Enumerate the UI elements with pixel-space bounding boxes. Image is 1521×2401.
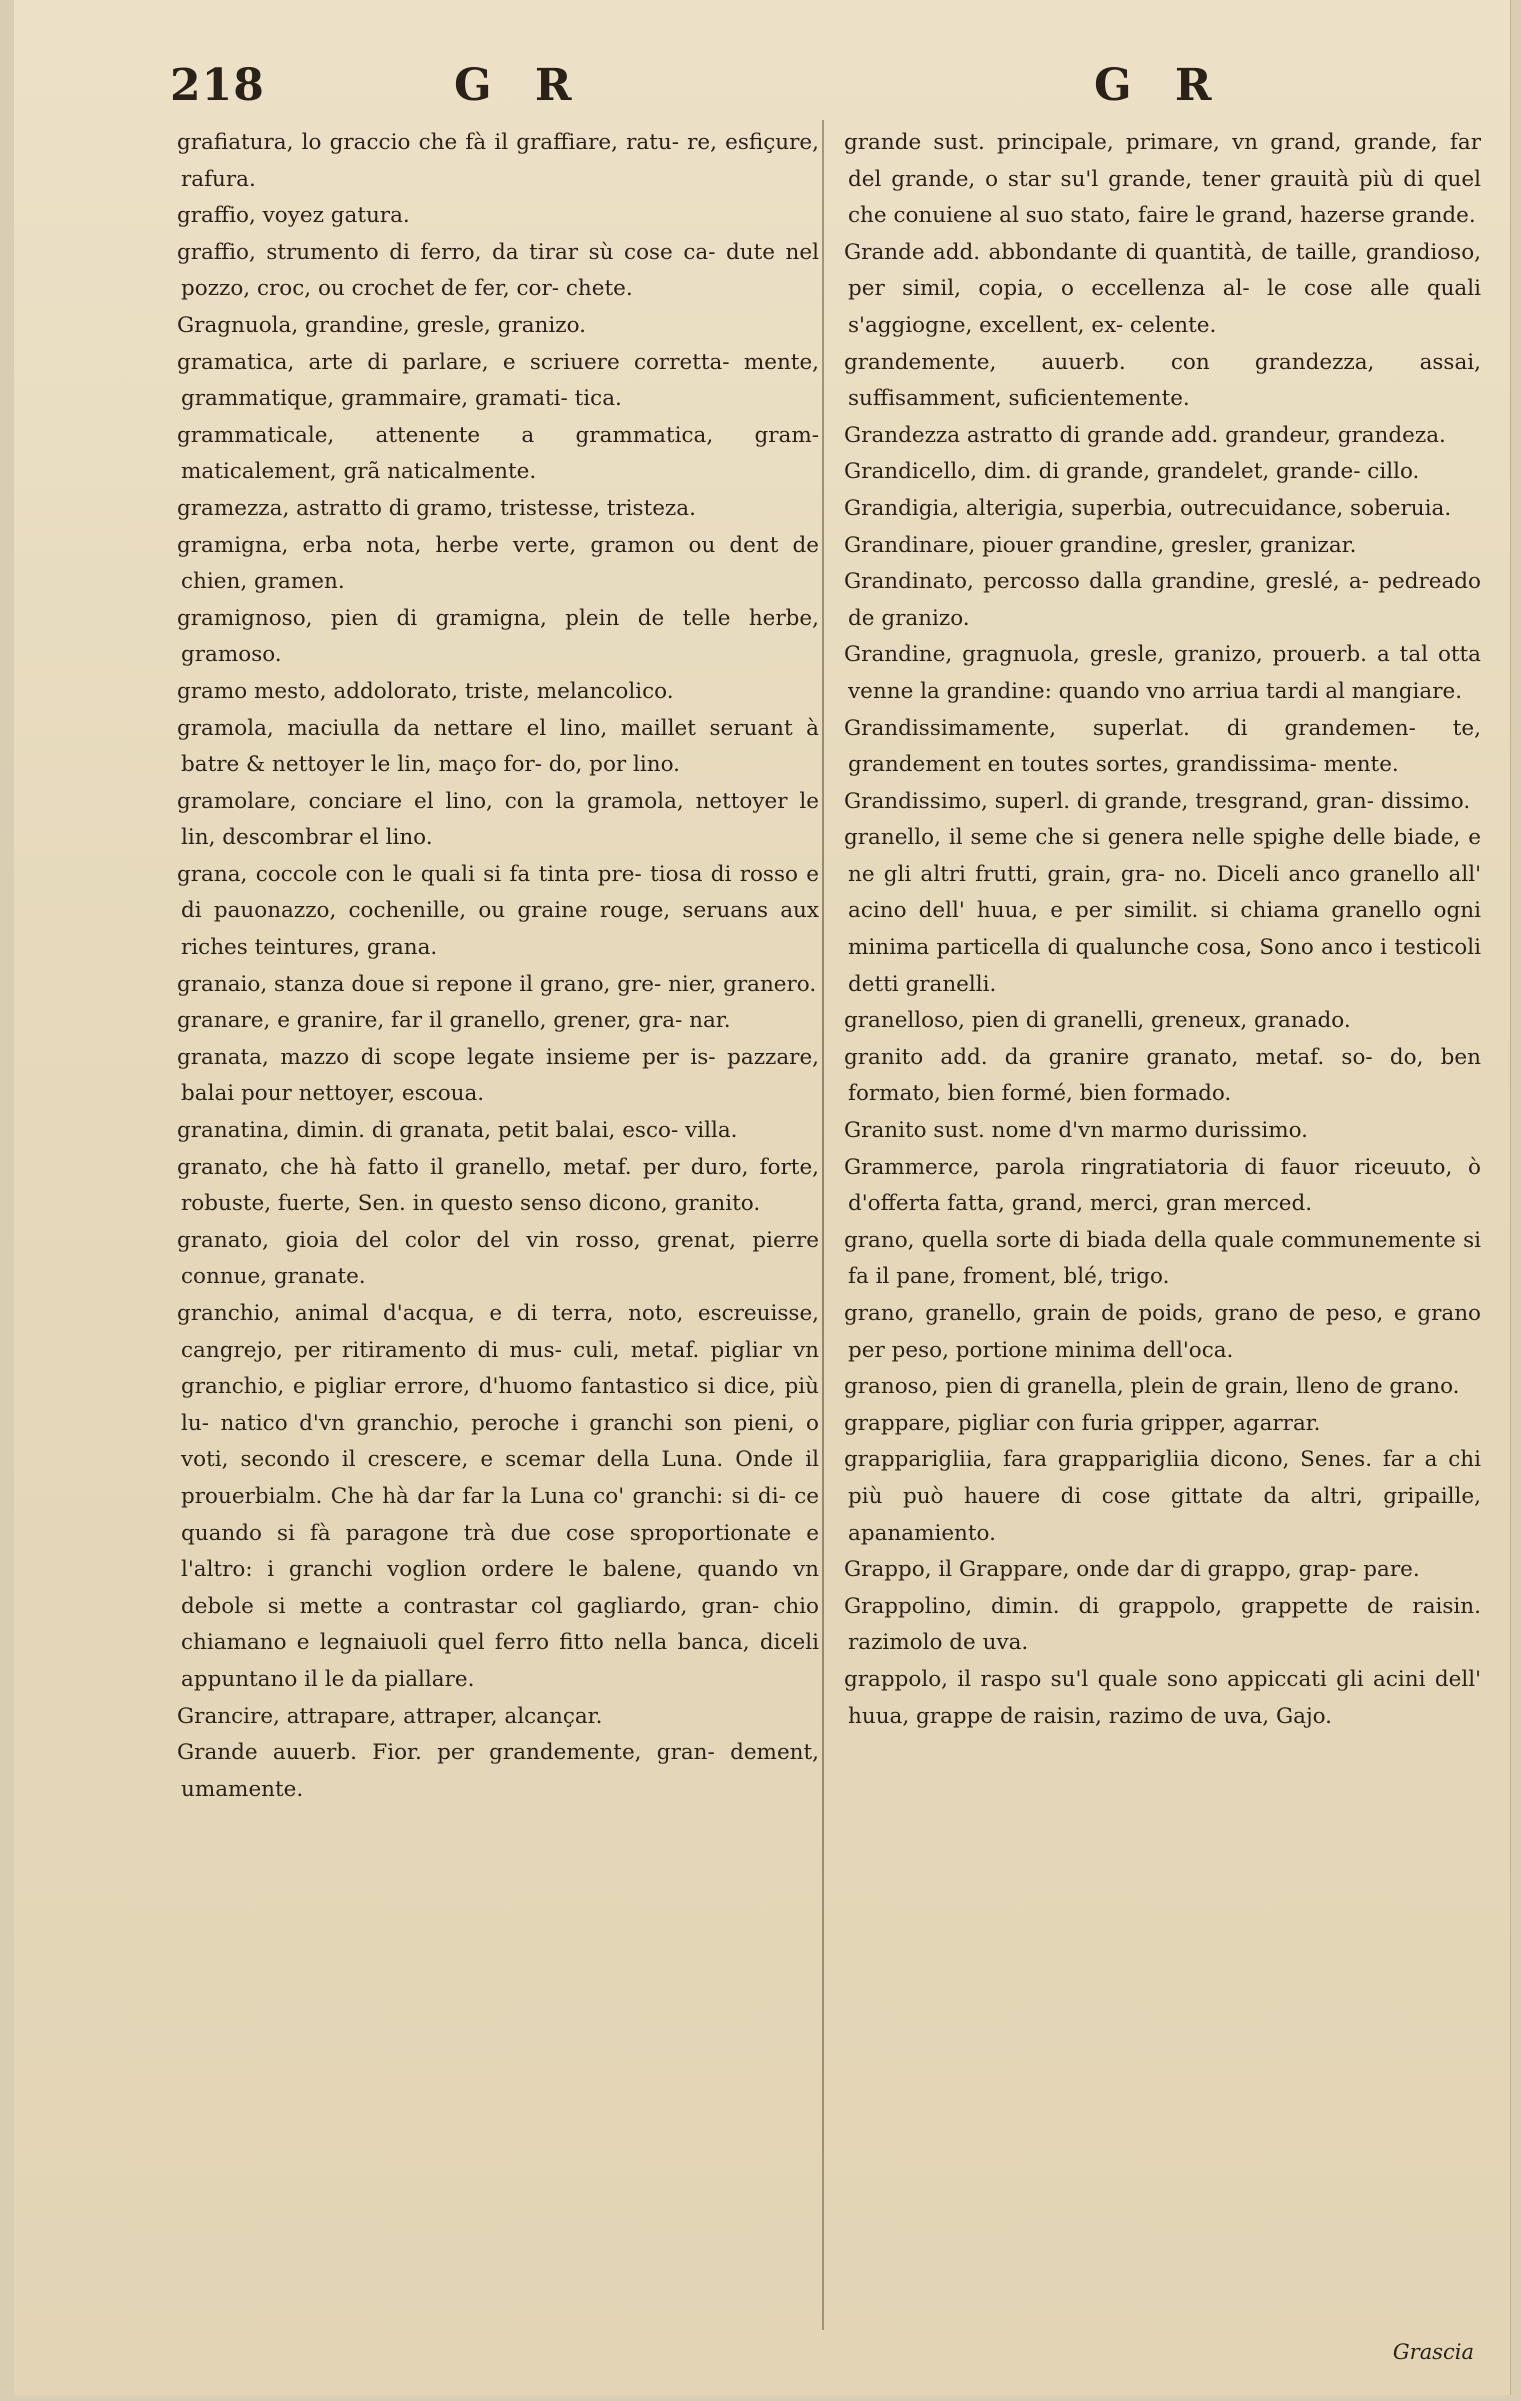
dictionary-entry: graffio, strumento di ferro, da tirar sù cose ca- dute nel pozzo, croc, ou crochet de fer, cor- chete. bbox=[177, 239, 819, 302]
page-sheet bbox=[14, 0, 1511, 2395]
dictionary-entry: Grandissimamente, superlat. di grandemen- te, grandement en toutes sortes, grandissima- mente. bbox=[844, 715, 1481, 778]
dictionary-entry: granchio, animal d'acqua, e di terra, noto, escreuisse, cangrejo, per ritiramento di mus- culi, metaf. pigliar vn granchio, e pigliar errore, d'huomo fantastico si dice, più lu- natico d'vn granchio, peroche i granchi son pieni, o voti, secondo il crescere, e scemar della Luna. Onde il prouerbialm. Che hà dar far la Luna co' granchi: si di- ce quando si fà paragone trà due cose sproportionate e l'altro: i granchi voglion ordere le balene, quando vn debole si mette a contrastar col gagliardo, gran- chio chiamano e legnaiuoli quel ferro fitto nella banca, diceli appuntano il le da piallare. bbox=[177, 1301, 819, 1692]
left-column bbox=[159, 125, 819, 2330]
dictionary-entry: gramignoso, pien di gramigna, plein de telle herbe, gramoso. bbox=[177, 605, 819, 668]
dictionary-entry: Grandissimo, superl. di grande, tresgrand, gran- dissimo. bbox=[844, 788, 1471, 814]
dictionary-entry: Grappo, il Grappare, onde dar di grappo, grap- pare. bbox=[844, 1557, 1420, 1583]
dictionary-entry: gramatica, arte di parlare, e scriuere corretta- mente, grammatique, grammaire, gramati- tica. bbox=[177, 349, 819, 412]
dictionary-entry: Grandine, gragnuola, gresle, granizo, prouerb. a tal otta venne la grandine: quando vno arriua tardi al mangiare. bbox=[844, 642, 1481, 704]
dictionary-entry: grappolo, il raspo su'l quale sono appiccati gli acini dell' huua, grappe de raisin, razimo de uva, Gajo. bbox=[844, 1666, 1481, 1729]
dictionary-entry: Grancire, attrapare, attraper, alcançar. bbox=[177, 1703, 603, 1729]
dictionary-entry: Grandigia, alterigia, superbia, outrecuidance, soberuia. bbox=[844, 495, 1452, 521]
dictionary-entry: grana, coccole con le quali si fa tinta pre- tiosa di rosso e di pauonazzo, cochenille, ou graine rouge, seruans aux riches teintures, grana. bbox=[177, 861, 819, 961]
dictionary-entry: grafiatura, lo graccio che fà il graffiare, ratu- re, esfiçure, rafura. bbox=[177, 130, 819, 192]
dictionary-entry: granato, che hà fatto il granello, metaf. per duro, forte, robuste, fuerte, Sen. in questo senso dicono, granito. bbox=[177, 1154, 819, 1217]
right-column bbox=[826, 125, 1481, 2330]
page-number: 218 bbox=[170, 60, 265, 111]
dictionary-entry: granatina, dimin. di granata, petit balai, esco- villa. bbox=[177, 1118, 738, 1144]
dictionary-entry: granaio, stanza doue si repone il grano, gre- nier, granero. bbox=[177, 971, 817, 997]
dictionary-entry: grande sust. principale, primare, vn grand, grande, far del grande, o star su'l grande, tener grauità più di quel che conuiene al suo stato, faire le grand, hazerse grande. bbox=[844, 130, 1481, 229]
dictionary-entry: Grande add. abbondante di quantità, de taille, grandioso, per simil, copia, o eccellenza al- le cose alle quali s'aggiogne, excellent, ex- celente. bbox=[844, 239, 1481, 338]
dictionary-entry: Grandinare, piouer grandine, gresler, granizar. bbox=[844, 532, 1357, 558]
dictionary-entry: gramo mesto, addolorato, triste, melancolico. bbox=[177, 678, 674, 704]
dictionary-entry: granare, e granire, far il granello, grener, gra- nar. bbox=[177, 1008, 731, 1034]
dictionary-entry: Grammerce, parola ringratiatoria di fauor riceuuto, ò d'offerta fatta, grand, merci, gran merced. bbox=[844, 1154, 1481, 1217]
dictionary-entry: Grappolino, dimin. di grappolo, grappette de raisin. razimolo de uva. bbox=[844, 1593, 1481, 1656]
dictionary-entry: grano, quella sorte di biada della quale communemente si fa il pane, froment, blé, trigo. bbox=[844, 1227, 1481, 1290]
dictionary-entry: gramolare, conciare el lino, con la gramola, nettoyer le lin, descombrar el lino. bbox=[177, 788, 819, 851]
dictionary-entry: gramezza, astratto di gramo, tristesse, tristeza. bbox=[177, 495, 696, 521]
dictionary-entry: granoso, pien di granella, plein de grain, lleno de grano. bbox=[844, 1374, 1460, 1400]
dictionary-entry: granelloso, pien di granelli, greneux, granado. bbox=[844, 1008, 1351, 1034]
dictionary-entry: granito add. da granire granato, metaf. so- do, ben formato, bien formé, bien formado. bbox=[844, 1044, 1481, 1107]
dictionary-entry: gramigna, erba nota, herbe verte, gramon ou dent de chien, gramen. bbox=[177, 532, 819, 595]
dictionary-entry: Grande auuerb. Fior. per grandemente, gran- dement, umamente. bbox=[177, 1740, 819, 1802]
dictionary-entry: grano, granello, grain de poids, grano de peso, e grano per peso, portione minima dell'oca. bbox=[844, 1301, 1481, 1363]
dictionary-entry: Gragnuola, grandine, gresle, granizo. bbox=[177, 312, 586, 338]
dictionary-entry: granato, gioia del color del vin rosso, grenat, pierre connue, granate. bbox=[177, 1227, 819, 1290]
dictionary-entry: Grandicello, dim. di grande, grandelet, grande- cillo. bbox=[844, 459, 1420, 485]
catchword: Grascia bbox=[1392, 2340, 1474, 2364]
dictionary-entry: granata, mazzo di scope legate insieme per is- pazzare, balai pour nettoyer, escoua. bbox=[177, 1044, 819, 1107]
dictionary-entry: grapparigliia, fara grapparigliia dicono, Senes. far a chi più può hauere di cose gittate da altri, gripaille, apanamiento. bbox=[844, 1447, 1481, 1546]
dictionary-entry: Grandezza astratto di grande add. grandeur, grandeza. bbox=[844, 422, 1446, 448]
running-head-right: G R bbox=[1094, 60, 1226, 111]
dictionary-entry: Grandinato, percosso dalla grandine, greslé, a- pedreado de granizo. bbox=[844, 569, 1481, 631]
column-divider bbox=[822, 120, 824, 2330]
dictionary-entry: grammaticale, attenente a grammatica, gram- maticalement, grã naticalmente. bbox=[177, 422, 819, 485]
running-head-left: G R bbox=[454, 60, 586, 111]
dictionary-entry: Granito sust. nome d'vn marmo durissimo. bbox=[844, 1118, 1309, 1144]
dictionary-entry: grandemente, auuerb. con grandezza, assai, suffisamment, suficientemente. bbox=[844, 349, 1481, 412]
dictionary-entry: grappare, pigliar con furia gripper, agarrar. bbox=[844, 1410, 1321, 1436]
dictionary-entry: granello, il seme che si genera nelle spighe delle biade, e ne gli altri frutti, grain, gra- no. Diceli anco granello all' acino dell' huua, e per similit. si chiama granello ogni minima particella di qualunche cosa, Sono anco i testicoli detti granelli. bbox=[844, 825, 1481, 997]
dictionary-entry: gramola, maciulla da nettare el lino, maillet seruant à batre & nettoyer le lin, maço for- do, por lino. bbox=[177, 715, 819, 778]
dictionary-entry: graffio, voyez gatura. bbox=[177, 203, 410, 229]
page-header bbox=[14, 52, 1510, 112]
